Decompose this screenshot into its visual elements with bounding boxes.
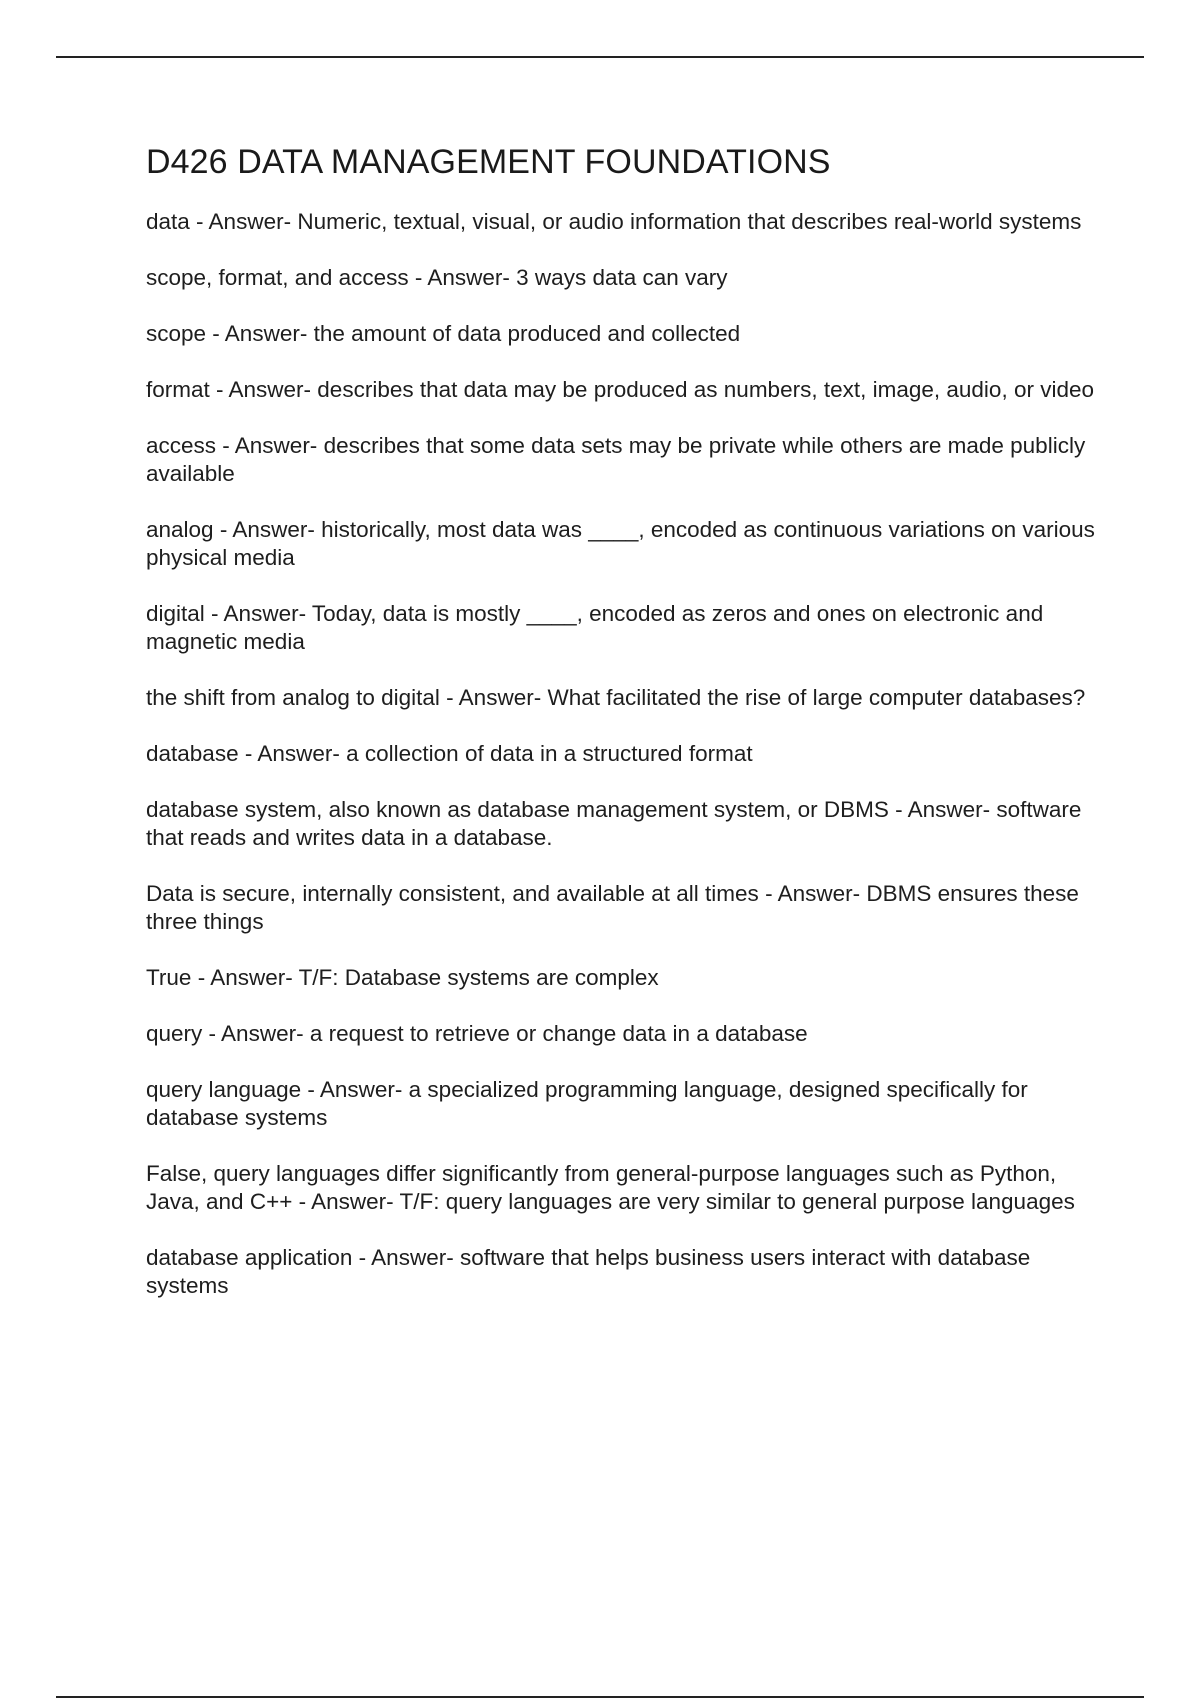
entry-answer: a request to retrieve or change data in a database	[309, 1021, 808, 1046]
entry-term: query	[146, 1021, 203, 1046]
flashcard-entry	[146, 1244, 1106, 1300]
entry-separator: - Answer-	[209, 377, 318, 402]
entry-separator: - Answer-	[301, 1077, 409, 1102]
entry-separator: - Answer-	[191, 965, 299, 990]
flashcard-entry	[146, 376, 1106, 404]
entry-term: database	[146, 741, 239, 766]
entry-separator: - Answer-	[439, 685, 548, 710]
flashcard-entry	[146, 1076, 1106, 1132]
flashcard-entry	[146, 320, 1106, 348]
entry-term: scope	[146, 321, 207, 346]
entry-separator: - Answer-	[352, 1245, 460, 1270]
entry-answer: Numeric, textual, visual, or audio information that describes real-world systems	[297, 209, 1082, 234]
flashcard-entry	[146, 964, 1106, 992]
entry-separator: - Answer-	[238, 741, 347, 766]
document-content	[146, 143, 1106, 1328]
entry-separator: - Answer-	[408, 265, 517, 290]
entry-separator: - Answer-	[202, 1021, 310, 1046]
entry-separator: - Answer-	[758, 881, 867, 906]
entry-term: scope, format, and access	[146, 265, 409, 290]
flashcard-entry	[146, 516, 1106, 572]
flashcard-entry	[146, 880, 1106, 936]
entry-term: database system, also known as database management system, or DBMS	[146, 797, 889, 822]
entry-separator: - Answer-	[206, 321, 314, 346]
entry-answer: DBMS ensures these three things	[146, 881, 1079, 934]
entry-answer: historically, most data was ____, encoded as continuous variations on various physical media	[146, 517, 1095, 570]
entry-term: digital	[146, 601, 205, 626]
flashcard-entry	[146, 740, 1106, 768]
flashcard-entry	[146, 208, 1106, 236]
flashcard-entry	[146, 432, 1106, 488]
entry-answer: Today, data is mostly ____, encoded as zeros and ones on electronic and magnetic media	[146, 601, 1044, 654]
entry-term: data	[146, 209, 190, 234]
bottom-divider	[56, 1696, 1144, 1698]
entry-term: database application	[146, 1245, 353, 1270]
entry-term: access	[146, 433, 217, 458]
entry-term: False, query languages differ significantly from general-purpose languages such as Python, Java, and C++	[146, 1161, 1057, 1214]
entry-separator: - Answer-	[213, 517, 322, 542]
entry-separator: - Answer-	[189, 209, 298, 234]
entry-answer: a specialized programming language, designed specifically for database systems	[146, 1077, 1028, 1130]
flashcard-entry	[146, 264, 1106, 292]
entry-separator: - Answer-	[204, 601, 312, 626]
entry-term: format	[146, 377, 210, 402]
entry-answer: What facilitated the rise of large computer databases?	[547, 685, 1086, 710]
entry-answer: the amount of data produced and collected	[313, 321, 741, 346]
entry-separator: - Answer-	[216, 433, 324, 458]
entry-answer: describes that some data sets may be private while others are made publicly available	[146, 433, 1086, 486]
entry-term: analog	[146, 517, 214, 542]
document-title: D426 DATA MANAGEMENT FOUNDATIONS	[146, 143, 831, 181]
entry-answer: T/F: query languages are very similar to general purpose languages	[399, 1189, 1075, 1214]
flashcard-entry	[146, 600, 1106, 656]
entry-answer: 3 ways data can vary	[516, 265, 728, 290]
entry-answer: describes that data may be produced as numbers, text, image, audio, or video	[317, 377, 1094, 402]
entry-separator: - Answer-	[888, 797, 997, 822]
flashcard-entry	[146, 796, 1106, 852]
entry-term: True	[146, 965, 192, 990]
entry-answer: software that reads and writes data in a database.	[146, 797, 1082, 850]
flashcard-entry	[146, 684, 1106, 712]
entry-answer: T/F: Database systems are complex	[298, 965, 659, 990]
entry-answer: a collection of data in a structured format	[346, 741, 753, 766]
entry-term: query language	[146, 1077, 302, 1102]
entry-term: Data is secure, internally consistent, and available at all times	[146, 881, 759, 906]
entry-term: the shift from analog to digital	[146, 685, 440, 710]
top-divider	[56, 56, 1144, 58]
flashcard-entry	[146, 1020, 1106, 1048]
flashcard-entry	[146, 1160, 1106, 1216]
entry-separator: - Answer-	[292, 1189, 400, 1214]
entry-answer: software that helps business users interact with database systems	[146, 1245, 1031, 1298]
